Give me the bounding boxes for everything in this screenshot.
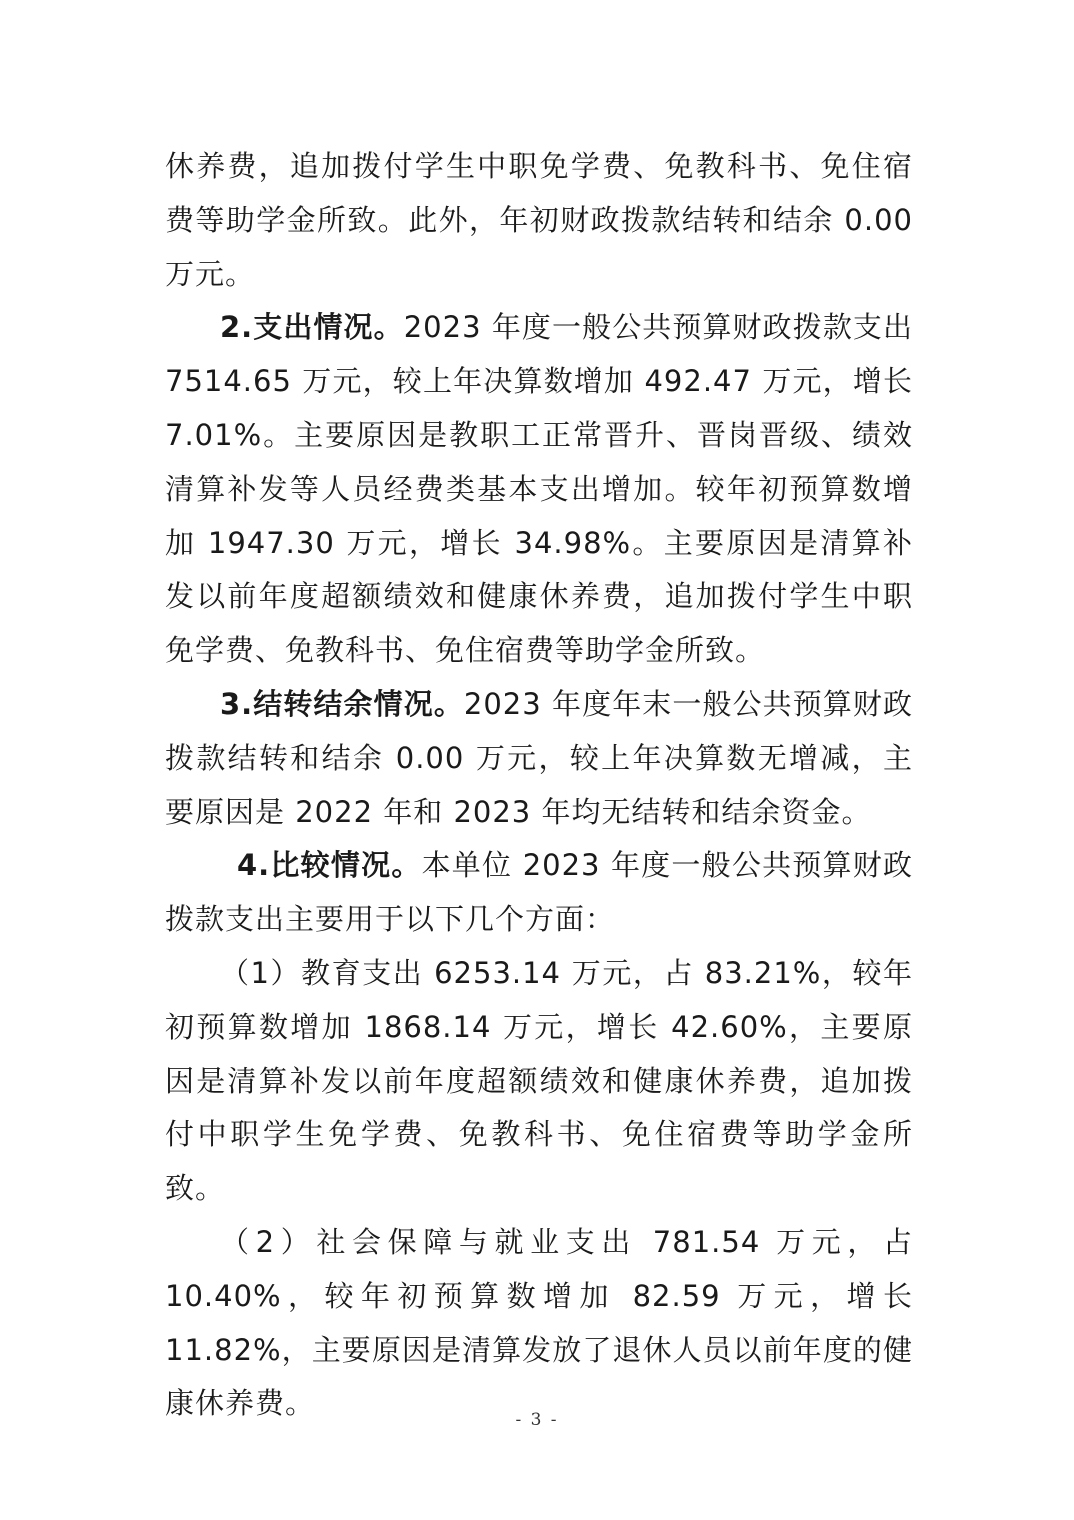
section-heading-carryover: 3.结转结余情况。 [220,686,464,721]
paragraph-education-expenditure [165,947,913,1216]
document-body [165,140,913,1431]
paragraph-text: （1）教育支出 6253.14 万元，占 83.21%，较年初预算数增加 1868.14 万元，增长 42.60%，主要原因是清算补发以前年度超额绩效和健康休养费，追加拨付中职学生免学费、免教科书、免住宿费等助学金所致。 [165,955,913,1206]
paragraph-comparison [165,839,913,947]
paragraph-social-security-expenditure [165,1216,913,1431]
section-heading-comparison: 4.比较情况。 [237,848,422,883]
page-number: - 3 - [515,1410,559,1430]
paragraph-text: （2）社会保障与就业支出 781.54 万元，占 10.40%，较年初预算数增加 82.59 万元，增长 11.82%，主要原因是清算发放了退休人员以前年度的健康休养费。 [165,1224,913,1421]
paragraph-carryover [165,678,913,839]
paragraph-text: 休养费，追加拨付学生中职免学费、免教科书、免住宿费等助学金所致。此外，年初财政拨款结转和结余 0.00 万元。 [165,149,913,291]
paragraph-text: 2023 年度一般公共预算财政拨款支出 7514.65 万元，较上年决算数增加 492.47 万元，增长 7.01%。主要原因是教职工正常晋升、晋岗晋级、绩效清算补发等人员经费类基本支出增加。较年初预算数增加 1947.30 万元，增长 34.98%。主要原因是清算补发以前年度超额绩效和健康休养费，追加拨付学生中职免学费、免教科书、免住宿费等助学金所致。 [165,310,913,668]
paragraph-expenditure [165,301,913,678]
paragraph-continued-funding [165,140,913,301]
paragraph-text: 2023 年度年末一般公共预算财政拨款结转和结余 0.00 万元，较上年决算数无增减，主要原因是 2022 年和 2023 年均无结转和结余资金。 [165,686,913,829]
paragraph-text: 本单位 2023 年度一般公共预算财政拨款支出主要用于以下几个方面： [165,848,913,937]
section-heading-expenditure: 2.支出情况。 [220,310,404,345]
